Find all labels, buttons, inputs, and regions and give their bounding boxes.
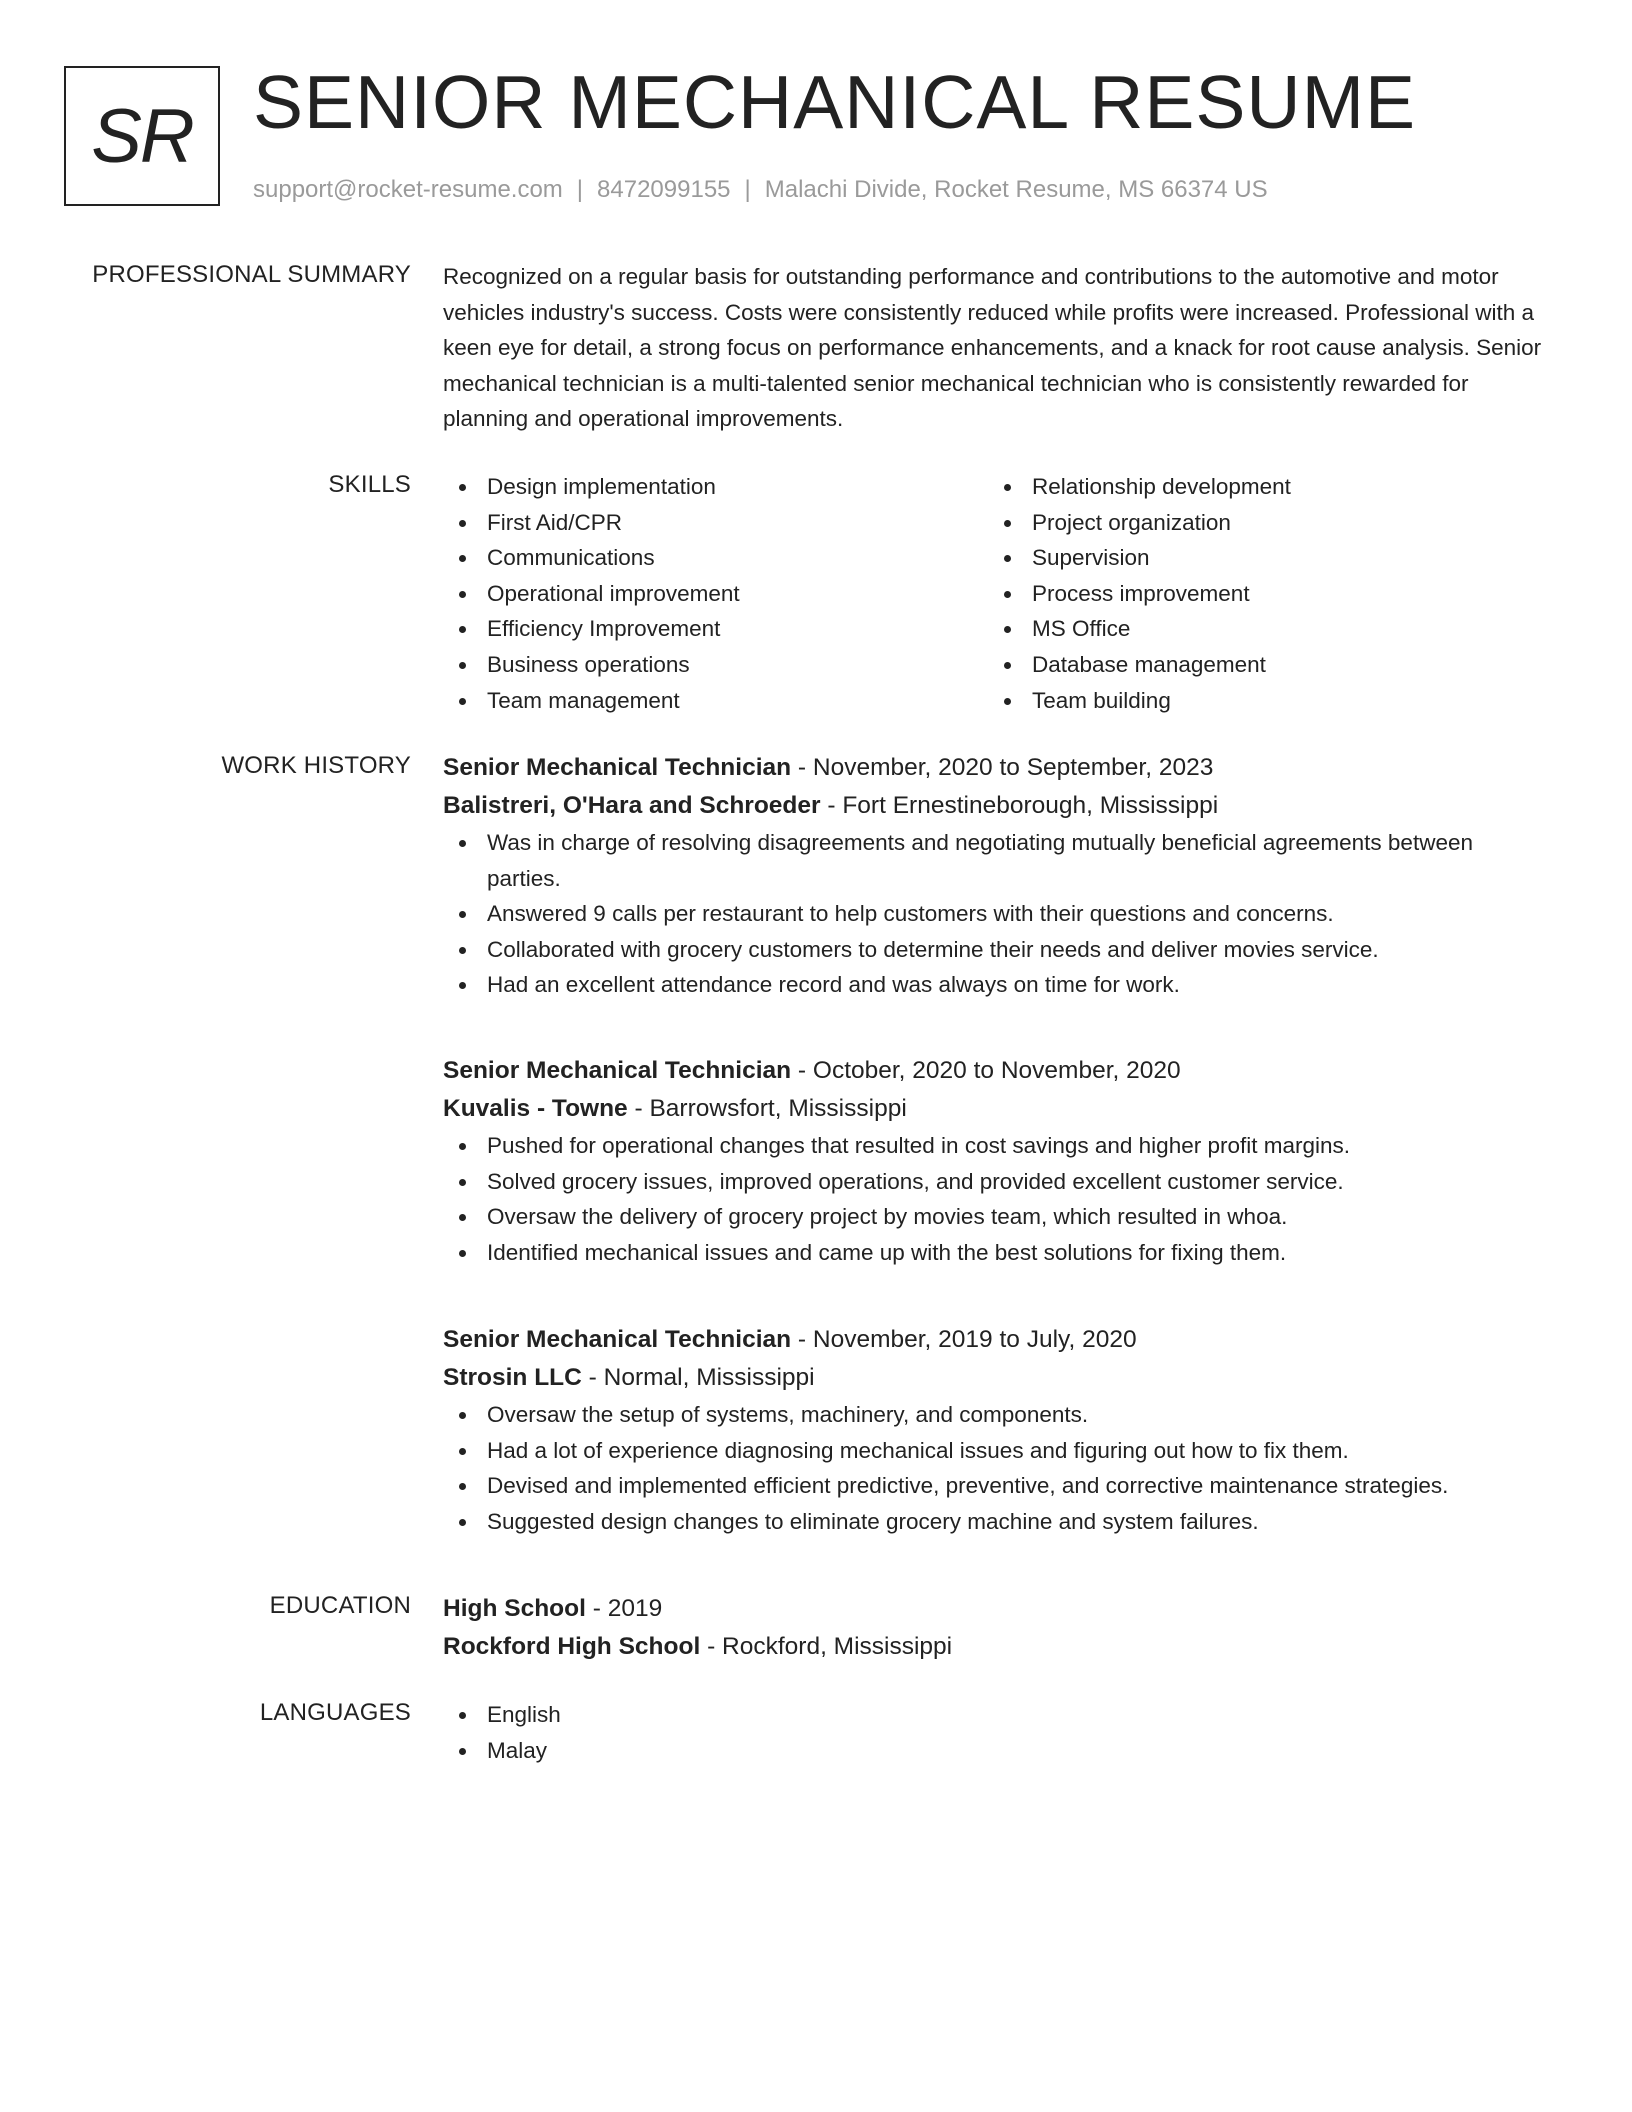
job-dates: - November, 2019 to July, 2020 — [797, 1326, 1137, 1353]
job-title: Senior Mechanical Technician — [443, 1326, 792, 1353]
job-entry — [0, 1321, 1632, 1539]
skill-item: Communications — [443, 540, 988, 576]
job-title: Senior Mechanical Technician — [443, 754, 792, 781]
contact-separator: | — [744, 176, 751, 203]
skill-item: Supervision — [988, 540, 1533, 576]
education-year: - 2019 — [592, 1595, 663, 1622]
job-company: Strosin LLC — [443, 1364, 582, 1391]
job-location: - Fort Ernestineborough, Mississippi — [827, 792, 1219, 819]
job-duty: Answered 9 calls per restaurant to help customers with their questions and concerns. — [443, 896, 1547, 932]
skill-item: Team building — [988, 683, 1533, 719]
education-school: Rockford High School — [443, 1633, 701, 1660]
resume-title: SENIOR MECHANICAL RESUME — [253, 60, 1417, 144]
job-duty: Collaborated with grocery customers to determine their needs and deliver movies service. — [443, 932, 1547, 968]
education-section — [0, 1590, 1632, 1666]
skills-right-list — [988, 469, 1533, 718]
contact-address: Malachi Divide, Rocket Resume, MS 66374 US — [764, 176, 1268, 203]
job-entry — [0, 749, 1632, 1003]
job-duty: Had an excellent attendance record and was always on time for work. — [443, 967, 1547, 1003]
education-degree: High School — [443, 1595, 586, 1622]
job-company: Balistreri, O'Hara and Schroeder — [443, 792, 821, 819]
job-company-line — [443, 1090, 1543, 1128]
education-location: - Rockford, Mississippi — [707, 1633, 953, 1660]
job-duty: Oversaw the setup of systems, machinery, and components. — [443, 1397, 1547, 1433]
skill-item: Operational improvement — [443, 576, 988, 612]
skills-left-list — [443, 469, 988, 718]
job-entry — [0, 1052, 1632, 1270]
job-duty: Was in charge of resolving disagreements and negotiating mutually beneficial agreements between parties. — [443, 825, 1547, 896]
job-duties-list — [443, 825, 1543, 1003]
job-title-line — [443, 1321, 1543, 1359]
job-duty: Oversaw the delivery of grocery project by movies team, which resulted in whoa. — [443, 1199, 1547, 1235]
job-dates: - October, 2020 to November, 2020 — [797, 1057, 1181, 1084]
education-degree-line — [443, 1590, 1543, 1628]
languages-list — [443, 1697, 1543, 1768]
job-company-line — [443, 1359, 1543, 1397]
skill-item: Database management — [988, 647, 1533, 683]
summary-heading: PROFESSIONAL SUMMARY — [92, 261, 411, 288]
monogram-text: SR — [91, 93, 193, 179]
job-duties-list — [443, 1128, 1543, 1270]
skill-item: Efficiency Improvement — [443, 611, 988, 647]
skill-item: Process improvement — [988, 576, 1533, 612]
job-duty: Suggested design changes to eliminate grocery machine and system failures. — [443, 1504, 1547, 1540]
job-duties-list — [443, 1397, 1543, 1539]
skill-item: Business operations — [443, 647, 988, 683]
skill-item: Relationship development — [988, 469, 1533, 505]
job-title-line — [443, 1052, 1543, 1090]
job-dates: - November, 2020 to September, 2023 — [797, 754, 1214, 781]
skill-item: Project organization — [988, 505, 1533, 541]
job-location: - Normal, Mississippi — [588, 1364, 815, 1391]
job-company-line — [443, 787, 1543, 825]
job-duty: Identified mechanical issues and came up with the best solutions for fixing them. — [443, 1235, 1547, 1271]
job-duty: Devised and implemented efficient predictive, preventive, and corrective maintenance strategies. — [443, 1468, 1547, 1504]
skill-item: Team management — [443, 683, 988, 719]
job-title: Senior Mechanical Technician — [443, 1057, 792, 1084]
job-duty: Pushed for operational changes that resulted in cost savings and higher profit margins. — [443, 1128, 1547, 1164]
education-heading: EDUCATION — [269, 1592, 411, 1619]
language-item: English — [443, 1697, 1543, 1733]
education-school-line — [443, 1628, 1543, 1666]
languages-heading: LANGUAGES — [259, 1699, 411, 1726]
contact-phone[interactable]: 8472099155 — [597, 176, 731, 203]
summary-body — [443, 259, 1543, 437]
skill-item: Design implementation — [443, 469, 988, 505]
contact-email[interactable]: support@rocket-resume.com — [253, 176, 563, 203]
work-history-heading: WORK HISTORY — [221, 752, 411, 779]
summary-text: Recognized on a regular basis for outstanding performance and contributions to the automotive and motor vehicles industry's success. Costs were consistently reduced while profits were increased. Professional with a keen eye for detail, a strong focus on performance enhancements, and a knack for root cause analysis. Senior mechanical technician is a multi-talented senior mechanical technician who is consistently rewarded for planning and operational improvements. — [443, 264, 1542, 432]
skills-heading: SKILLS — [328, 471, 411, 498]
skills-body — [443, 469, 1543, 718]
job-duty: Had a lot of experience diagnosing mechanical issues and figuring out how to fix them. — [443, 1433, 1547, 1469]
skill-item: First Aid/CPR — [443, 505, 988, 541]
language-item: Malay — [443, 1733, 1543, 1769]
job-company: Kuvalis - Towne — [443, 1095, 628, 1122]
job-location: - Barrowsfort, Mississippi — [634, 1095, 907, 1122]
job-duty: Solved grocery issues, improved operations, and provided excellent customer service. — [443, 1164, 1547, 1200]
contact-separator: | — [576, 176, 584, 203]
contact-line — [253, 174, 1268, 206]
skill-item: MS Office — [988, 611, 1533, 647]
monogram-logo — [64, 66, 220, 206]
job-title-line — [443, 749, 1543, 787]
